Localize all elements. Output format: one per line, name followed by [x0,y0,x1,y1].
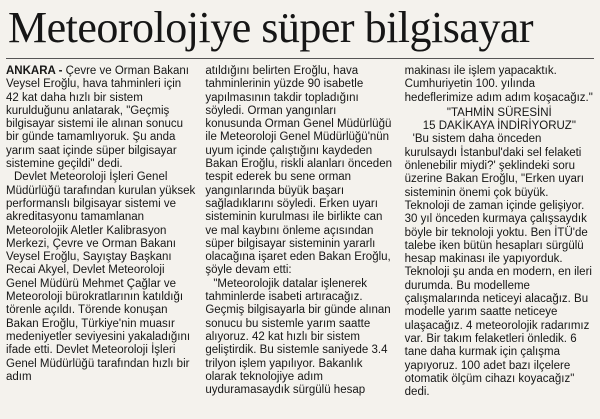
dateline: ANKARA - [6,65,63,77]
headline: Meteorolojiye süper bilgisayar [8,3,534,52]
lead-text: Çevre ve Orman Bakanı Veysel Eroğlu, hava tahminleri için 42 kat daha hızlı bir sistem kurulduğunu anlatarak, "Geçmiş bilgisayar sistemi ile alınan sonucu bir günde tamamlıyoruk. Şu anda yarım saat içinde süper bilgisayar sistemine geçildi" dedi. [6,65,189,171]
subheading [405,107,594,134]
column-1 [6,65,195,384]
paragraph: 'Bu sistem daha önceden kurulsaydı İstanbul'daki sel felaketi önlenebilir miydi?' şeklindeki soru üzerine Bakan Eroğlu, "Erken uyarı sisteminin önemi çok büyük. Teknoloji de zaman içinde gelişiyor. 30 yıl önceden kurmaya çalışsaydık böyle bir teknoloji yoktu. Ben İTÜ'de talebe iken bütün hesapları sürgülü hesap makinası ile yapıyorduk. Teknoloji şu anda en modern, en ileri durumda. Bu modelleme çalışmalarında neticeyi alacağız. Bu modelle yarım saatte neticeye ulaşacağız. 4 meteorolojik radarımız var. Bir takım felaketleri önledik. 6 tane daha kurmak için çalışma yapıyoruz. 100 adet bazı ilçelere otomatik ölçüm cihazı koyacağız" dedi. [404,133,592,399]
column-3 [405,65,594,399]
quote-paragraph: "Meteorolojik datalar işlenerek tahminlerde isabeti artıracağız. Geçmiş bilgisayarla bir günde alınan sonucu bu sistemle yarım saatte alıyoruz. 42 kat hızlı bir sistem geliştirdik. Bu sistemle saniyede 3.4 trilyon işlem yapılıyor. Bakanlık olarak teknolojiye adım uyduramasaydık sürgülü hesap [205,277,391,397]
headline-rule [6,58,594,59]
paragraph: Devlet Meteoroloji İşleri Genel Müdürlüğü tarafından kurulan yüksek performanslı bilgisayar sistemi ve akreditasyonu tamamlanan Meteorolojik Aletler Kalibrasyon Merkezi, Çevre ve Orman Bakanı Veysel Eroğlu, Sayıştay Başkanı Recai Akyel, Devlet Meteoroloji Genel Müdürü Mehmet Çağlar ve Meteoroloji bürokratlarının katıldığı törenle açıldı. Törende konuşan Bakan Eroğlu, Türkiye'nin muasır medeniyetler seviyesini yakaladığını ifade etti. Devlet Meteoroloji İşleri Genel Müdürlüğü tarafından hızlı bir adım [6,171,196,383]
article-columns [6,65,594,399]
paragraph: makinası ile işlem yapacaktık. Cumhuriyetin 100. yılında hedeflerimize adım adım koşacağız." [404,65,593,104]
paragraph: atıldığını belirten Eroğlu, hava tahminlerinin yüzde 90 isabetle yapılmasının takdir topladığını söyledi. Orman yangınları konusunda Orman Genel Müdürlüğü ile Meteoroloji Genel Müdürlüğü'nün uyum içinde çalıştığını kaydeden Bakan Eroğlu, riskli alanları önceden tespit ederek bu sene orman yangınlarında büyük başarı sağladıklarını söyledi. Erken uyarı sisteminin kurulması ile birlikte can ve mal kaybını önleme açısından süper bilgisayar sisteminin yararlı olacağına işaret eden Bakan Eroğlu, şöyle devam etti: [205,65,392,277]
subheading-line-1: "TAHMİN SÜRESİNİ [446,106,552,119]
lead-paragraph [6,65,195,171]
subheading-line-2: 15 DAKİKAYA İNDİRİYORUZ" [422,120,576,133]
column-2 [205,65,394,397]
